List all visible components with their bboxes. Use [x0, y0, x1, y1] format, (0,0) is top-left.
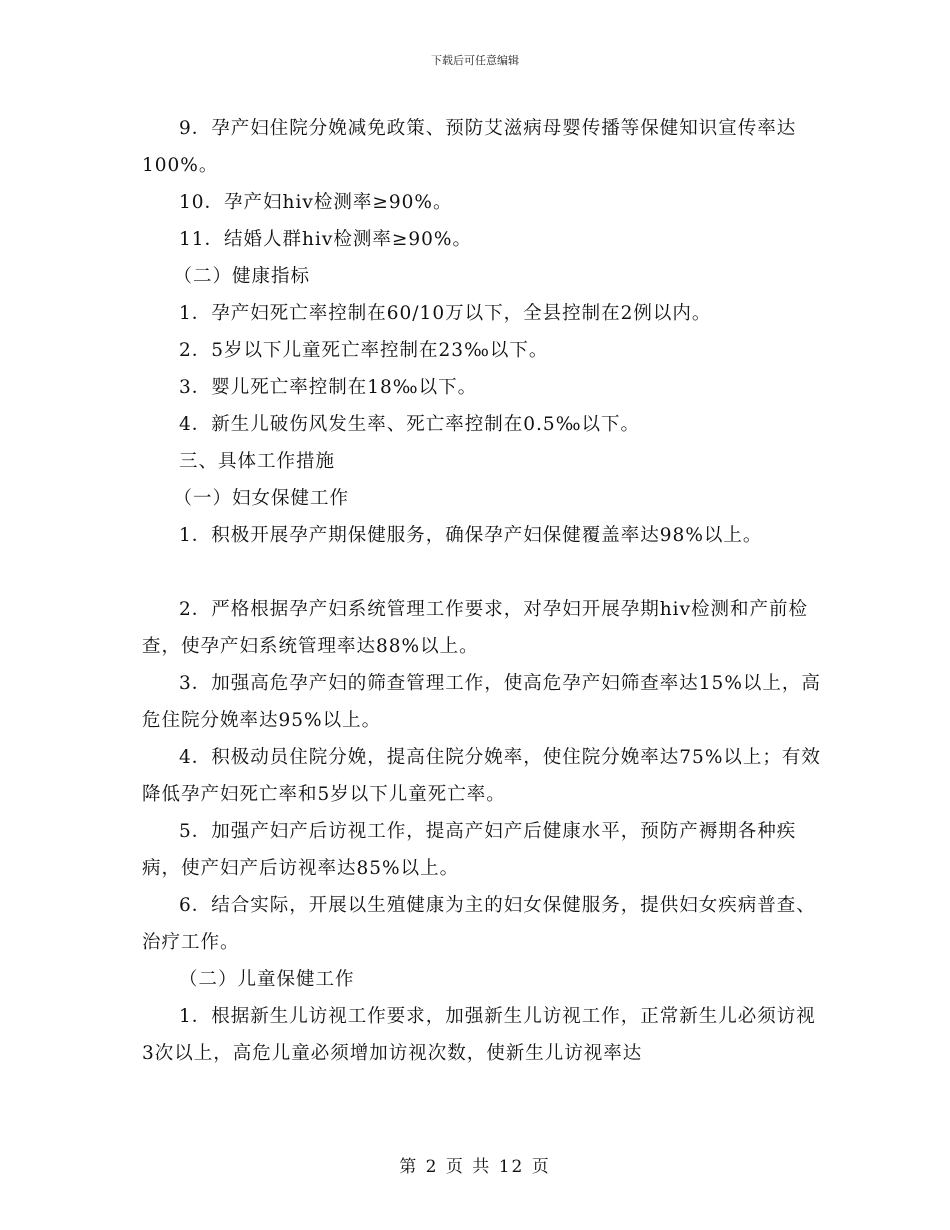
paragraph: 4．积极动员住院分娩，提高住院分娩率，使住院分娩率达75%以上；有效降低孕产妇死亡率和5岁以下儿童死亡率。: [142, 747, 821, 805]
paragraph: 5．加强产妇产后访视工作，提高产妇产后健康水平，预防产褥期各种疾病，使产妇产后访视率达85%以上。: [142, 821, 797, 879]
paragraph: 2．5岁以下儿童死亡率控制在23‰以下。: [179, 340, 549, 361]
blank-line: [142, 554, 822, 591]
paragraph: 4．新生儿破伤风发生率、死亡率控制在0.5‰以下。: [179, 414, 641, 435]
paragraph: 2．严格根据孕产妇系统管理工作要求，对孕妇开展孕期hiv检测和产前检查，使孕产妇系统管理率达88%以上。: [142, 599, 809, 657]
paragraph: 3．婴儿死亡率控制在18‰以下。: [179, 377, 478, 398]
paragraph: 1．积极开展孕产期保健服务，确保孕产妇保健覆盖率达98%以上。: [179, 525, 763, 546]
paragraph: 1．根据新生儿访视工作要求，加强新生儿访视工作，正常新生儿必须访视3次以上，高危儿童必须增加访视次数，使新生儿访视率达: [142, 1006, 816, 1064]
paragraph: 1．孕产妇死亡率控制在60/10万以下，全县控制在2例以内。: [179, 303, 712, 324]
section-heading: （二）儿童保健工作: [179, 969, 355, 990]
paragraph: 3．加强高危孕产妇的筛查管理工作，使高危孕产妇筛查率达15%以上，高危住院分娩率达95%以上。: [142, 673, 821, 731]
paragraph: 10．孕产妇hiv检测率≥90%。: [179, 192, 453, 213]
paragraph: 9．孕产妇住院分娩减免政策、预防艾滋病母婴传播等保健知识宣传率达100%。: [142, 118, 797, 176]
section-heading: （二）健康指标: [173, 266, 310, 287]
document-body: [142, 110, 822, 1072]
page-header: 下载后可任意编辑: [431, 54, 519, 67]
page-footer: 第 2 页 共 12 页: [399, 1157, 551, 1177]
paragraph: 6．结合实际，开展以生殖健康为主的妇女保健服务，提供妇女疾病普查、治疗工作。: [142, 895, 816, 953]
paragraph: 11．结婚人群hiv检测率≥90%。: [179, 229, 472, 250]
section-heading: （一）妇女保健工作: [173, 488, 349, 509]
section-heading: 三、具体工作措施: [179, 451, 336, 472]
